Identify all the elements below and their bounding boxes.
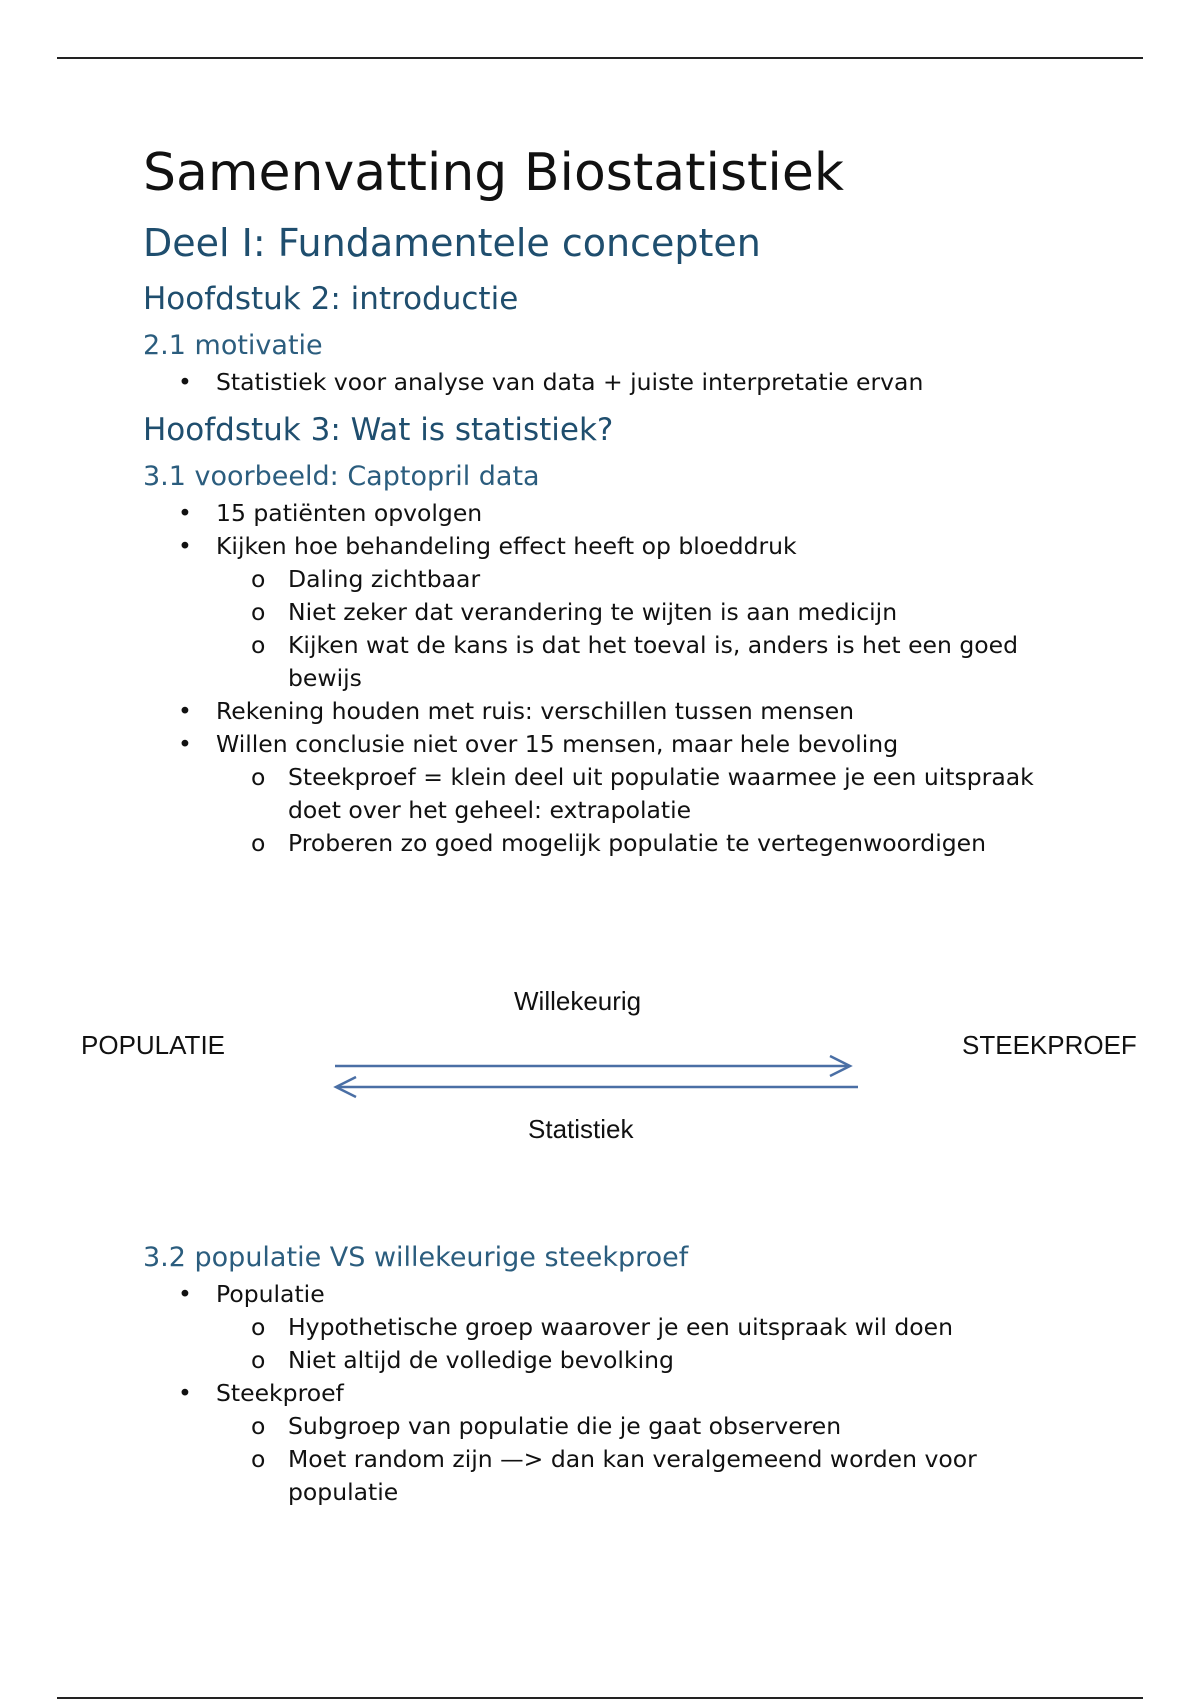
section-3-1-list — [143, 497, 1083, 860]
list-item-text: Steekproef — [216, 1379, 344, 1407]
top-rule — [57, 57, 1143, 59]
diagram-label-population: POPULATIE — [81, 1030, 226, 1060]
list-item-text: Rekening houden met ruis: verschillen tussen mensen — [216, 697, 855, 725]
list-item-text: Kijken hoe behandeling effect heeft op bloeddruk — [216, 532, 797, 560]
list-item-text: Willen conclusie niet over 15 mensen, maar hele bevoling — [216, 730, 899, 758]
diagram-label-statistics: Statistiek — [528, 1114, 634, 1144]
part-heading: Deel I: Fundamentele concepten — [143, 221, 761, 265]
section-2-1-list — [143, 366, 1083, 399]
bottom-rule — [57, 1697, 1143, 1699]
sub-list-item: o Niet altijd de volledige bevolking — [143, 1344, 1083, 1377]
sub-list-item: o Steekproef = klein deel uit populatie waarmee je een uitspraak doet over het geheel: extrapolatie — [143, 761, 1083, 827]
sub-list — [216, 563, 1083, 695]
document-body — [143, 130, 1083, 860]
list-item — [143, 530, 1083, 695]
list-item — [143, 1377, 1083, 1509]
chapter-2-heading: Hoofdstuk 2: introductie — [143, 281, 519, 317]
sub-list-item: o Kijken wat de kans is dat het toeval is, anders is het een goed bewijs — [143, 629, 1083, 695]
diagram-label-random: Willekeurig — [514, 986, 642, 1016]
sub-list — [216, 1410, 1083, 1509]
document-title: Samenvatting Biostatistiek — [143, 143, 844, 203]
list-item — [143, 695, 1083, 728]
list-item-text: Populatie — [216, 1280, 325, 1308]
sub-list — [216, 1311, 1083, 1377]
section-3-2-heading: 3.2 populatie VS willekeurige steekproef — [143, 1242, 689, 1273]
list-item — [143, 497, 1083, 530]
chapter-3-heading: Hoofdstuk 3: Wat is statistiek? — [143, 412, 614, 448]
population-sample-diagram — [0, 970, 1200, 1160]
diagram-label-sample: STEEKPROEF — [962, 1030, 1137, 1060]
sub-list-item: o Daling zichtbaar — [143, 563, 1083, 596]
sub-list-item: o Niet zeker dat verandering te wijten is aan medicijn — [143, 596, 1083, 629]
list-item: • Statistiek voor analyse van data + juiste interpretatie ervan — [143, 366, 1083, 399]
sub-list-item: o Proberen zo goed mogelijk populatie te vertegenwoordigen — [143, 827, 1083, 860]
sub-list-item: o Hypothetische groep waarover je een uitspraak wil doen — [143, 1311, 1083, 1344]
diagram-arrows — [0, 970, 1200, 1160]
list-item — [143, 1278, 1083, 1377]
sub-list-item: o Subgroep van populatie die je gaat observeren — [143, 1410, 1083, 1443]
sub-list — [216, 761, 1083, 860]
section-3-1-heading: 3.1 voorbeeld: Captopril data — [143, 461, 540, 492]
section-3-2 — [143, 1232, 1083, 1509]
list-item-text: 15 patiënten opvolgen — [216, 499, 483, 527]
sub-list-item: o Moet random zijn —> dan kan veralgemeend worden voor populatie — [143, 1443, 1083, 1509]
section-2-1-heading: 2.1 motivatie — [143, 330, 323, 361]
section-3-2-list — [143, 1278, 1083, 1509]
list-item — [143, 728, 1083, 860]
